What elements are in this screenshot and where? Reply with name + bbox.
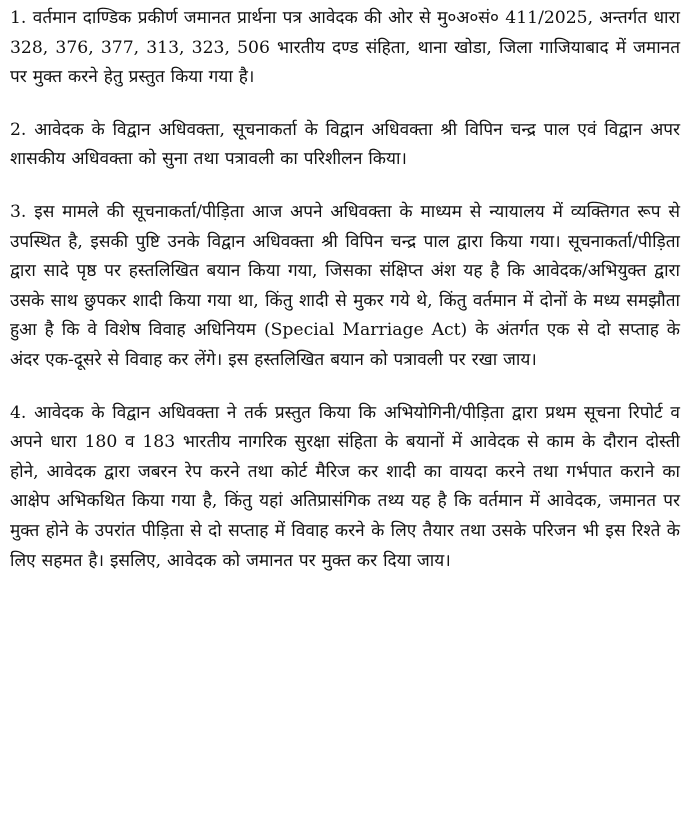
paragraph-1: 1. वर्तमान दाण्डिक प्रकीर्ण जमानत प्रार्थना पत्र आवेदक की ओर से मु०अ०सं० 411/2025, अन्तर्गत धारा 328, 376, 377, 313, 323, 506 भारतीय दण्ड संहिता, थाना खोडा, जिला गाजियाबाद में जमानत पर मुक्त करने हेतु प्रस्तुत किया गया है। (10, 8, 680, 88)
paragraph-3: 3. इस मामले की सूचनाकर्ता/पीड़िता आज अपने अधिवक्ता के माध्यम से न्यायालय में व्यक्तिगत रूप से उपस्थित है, इसकी पुष्टि उनके विद्वान अधिवक्ता श्री विपिन चन्द्र पाल द्वारा किया गया। सूचनाकर्ता/पीड़िता द्वारा सादे पृष्ठ पर हस्तलिखित बयान किया गया, जिसका संक्षिप्त अंश यह है कि आवेदक/अभियुक्त द्वारा उसके साथ छुपकर शादी किया गया था, किंतु शादी से मुकर गये थे, किंतु वर्तमान में दोनों के मध्य समझौता हुआ है कि वे विशेष विवाह अधिनियम (Special Marriage Act) के अंतर्गत एक से दो सप्ताह के अंदर एक-दूसरे से विवाह कर लेंगे। इस हस्तलिखित बयान को पत्रावली पर रखा जाय। (10, 201, 680, 370)
paragraph-4: 4. आवेदक के विद्वान अधिवक्ता ने तर्क प्रस्तुत किया कि अभियोगिनी/पीड़िता द्वारा प्रथम सूचना रिपोर्ट व अपने धारा 180 व 183 भारतीय नागरिक सुरक्षा संहिता के बयानों में आवेदक से काम के दौरान दोस्ती होने, आवेदक द्वारा जबरन रेप करने तथा कोर्ट मैरिज कर शादी का वायदा करने तथा गर्भपात कराने का आक्षेप अभिकथित किया गया है, किंतु यहां अतिप्रासंगिक तथ्य यह है कि वर्तमान में आवेदक, जमानत पर मुक्त होने के उपरांत पीड़िता से दो सप्ताह में विवाह करने के लिए तैयार तथा उसके परिजन भी इस रिश्ते के लिए सहमत है। इसलिए, आवेदक को जमानत पर मुक्त कर दिया जाय। (10, 402, 680, 571)
paragraph-2: 2. आवेदक के विद्वान अधिवक्ता, सूचनाकर्ता के विद्वान अधिवक्ता श्री विपिन चन्द्र पाल एवं विद्वान अपर शासकीय अधिवक्ता को सुना तथा पत्रावली का परिशीलन किया। (10, 119, 680, 170)
